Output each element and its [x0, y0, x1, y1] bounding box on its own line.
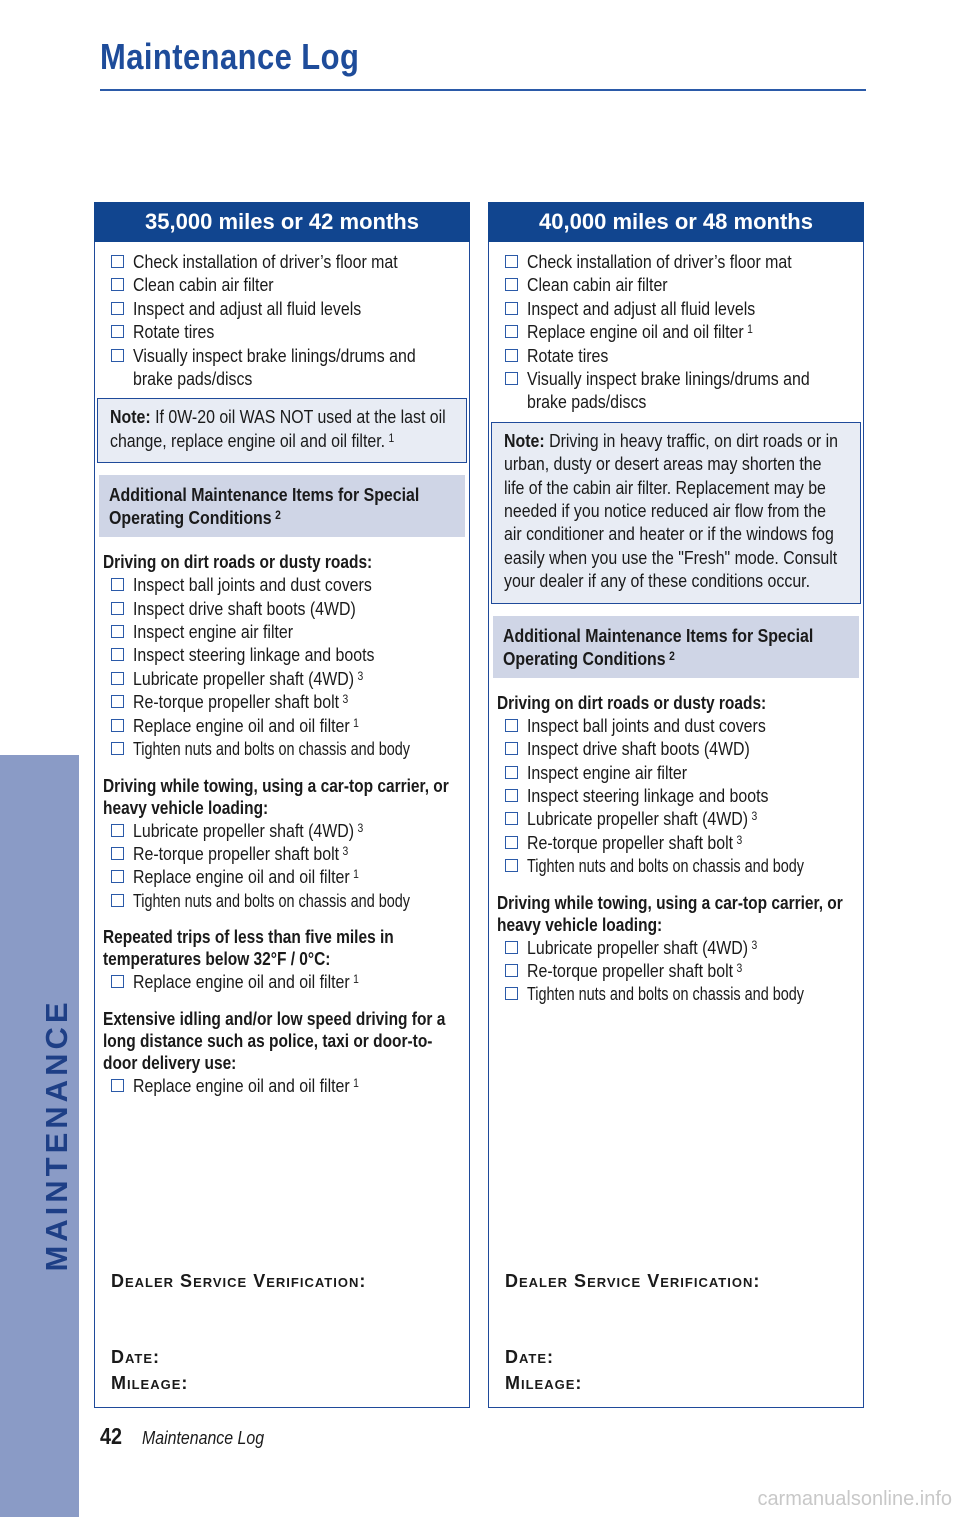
checklist-item: [497, 714, 855, 737]
item-text: Replace engine oil and oil filter: [133, 714, 350, 736]
checkbox[interactable]: [505, 836, 518, 849]
checklist-item-label: [133, 865, 359, 888]
dealer-mileage-text: Mileage:: [111, 1373, 189, 1393]
checklist-item-label: [133, 1074, 359, 1097]
checkbox[interactable]: [111, 302, 124, 315]
checkbox[interactable]: [505, 325, 518, 338]
item-text: Check installation of driver’s floor mat: [133, 251, 398, 272]
item-text: Replace engine oil and oil filter: [133, 971, 350, 993]
condition-heading: [103, 775, 461, 819]
checkbox[interactable]: [505, 987, 518, 1000]
item-text: Re-torque propeller shaft bolt: [133, 842, 340, 864]
checklist-item: [103, 865, 461, 888]
date-label: [111, 1347, 160, 1368]
footnote-ref: 2: [669, 648, 675, 663]
checklist-item-label: [527, 854, 804, 877]
footnote-ref: 2: [275, 508, 281, 523]
checklist-item-label: [133, 597, 356, 620]
checkbox[interactable]: [111, 719, 124, 732]
footnote-ref: 1: [388, 430, 395, 445]
checklist-item: [497, 784, 855, 807]
checkbox[interactable]: [111, 349, 124, 362]
checklist-item: [497, 982, 855, 1005]
checkbox[interactable]: [505, 766, 518, 779]
checklist-item: [103, 573, 461, 596]
checkbox[interactable]: [111, 847, 124, 860]
dealer-verification-text: Dealer Service Verification:: [111, 1271, 367, 1291]
condition-heading: [103, 926, 461, 970]
checklist-item-label: [133, 667, 363, 690]
checklist-item-label: [133, 297, 361, 320]
checkbox[interactable]: [505, 349, 518, 362]
checkbox[interactable]: [505, 372, 518, 385]
note-body: Driving in heavy traffic, on dirt roads or in urban, dusty or desert areas may shorten the life of the cabin air filter. Replacement may be needed if you notice reduced air flow from the air conditioner and heater or if the windows fog easily when you use the "Fresh" mode. Consult your dealer if any of these conditions occur.: [504, 429, 838, 592]
item-text: Inspect steering linkage and boots: [527, 784, 769, 806]
checklist-item: [103, 842, 461, 865]
checklist-item-label: [133, 690, 348, 713]
checklist-item-label: [527, 273, 668, 296]
checklist-item: [103, 344, 461, 367]
item-text: Inspect and adjust all fluid levels: [133, 297, 362, 319]
item-text: Visually inspect brake linings/drums and: [133, 344, 416, 366]
checkbox[interactable]: [505, 255, 518, 268]
checklist-item-label: [133, 889, 410, 912]
item-text: Visually inspect brake linings/drums and: [527, 368, 810, 390]
condition-heading-text: Driving while towing, using a car-top carrier, or heavy vehicle loading:: [103, 775, 449, 818]
checklist-item-label: [527, 344, 608, 367]
column-heading: 40,000 miles or 48 months: [488, 202, 864, 242]
checklist-item: [103, 690, 461, 713]
note-body: If 0W-20 oil WAS NOT used at the last oil change, replace engine oil and oil filter.: [110, 406, 446, 451]
checklist-item: [497, 737, 855, 760]
checkbox[interactable]: [111, 672, 124, 685]
footnote-ref: 3: [751, 937, 758, 952]
footnote-ref: 1: [353, 715, 359, 730]
checklist-item-label: [133, 320, 214, 343]
item-text: Re-torque propeller shaft bolt: [527, 831, 734, 853]
item-text: Tighten nuts and bolts on chassis and body: [133, 738, 411, 760]
checklist-item: [103, 889, 461, 912]
checklist-item-label: [527, 784, 768, 807]
checklist-item: [497, 936, 855, 959]
note-text: [110, 405, 450, 452]
condition-heading-text: Driving on dirt roads or dusty roads:: [497, 692, 767, 713]
checklist-item: [497, 367, 855, 390]
checklist-item-label: [133, 737, 410, 760]
checklist-item-label: [133, 620, 293, 643]
condition-heading-text: Driving while towing, using a car-top carrier, or heavy vehicle loading:: [497, 892, 843, 935]
checkbox[interactable]: [111, 325, 124, 338]
item-text: Lubricate propeller shaft (4WD): [527, 936, 749, 958]
checkbox[interactable]: [111, 824, 124, 837]
checklist-item: [497, 807, 855, 830]
footnote-ref: 3: [342, 692, 349, 707]
checklist-item-label: [527, 737, 750, 760]
note-label: Note:: [504, 429, 545, 451]
footnote-ref: 3: [357, 820, 364, 835]
item-text: Lubricate propeller shaft (4WD): [133, 667, 355, 689]
item-text: Re-torque propeller shaft bolt: [133, 691, 340, 713]
dealer-verification-text: Dealer Service Verification:: [505, 1271, 761, 1291]
checklist-item: [103, 1074, 461, 1097]
checklist-item-label: [133, 250, 398, 273]
dealer-date-text: Date:: [505, 1347, 555, 1367]
column-body: [489, 242, 863, 1006]
maintenance-column-35000: [94, 202, 470, 1408]
checkbox[interactable]: [111, 578, 124, 591]
checklist-item: [103, 819, 461, 842]
footnote-ref: 3: [736, 832, 743, 847]
dealer-verification-label: [505, 1271, 760, 1292]
special-conditions-title: [503, 624, 847, 670]
checklist-item-label: [133, 842, 348, 865]
dealer-verification-label: [111, 1271, 366, 1292]
checklist-item: [497, 320, 855, 343]
footer-label: Maintenance Log: [142, 1427, 265, 1448]
checklist-item-label: [527, 367, 810, 390]
special-title-text: Additional Maintenance Items for Special Operating Conditions: [503, 624, 814, 669]
condition-heading: [103, 551, 461, 573]
checkbox[interactable]: [505, 278, 518, 291]
checklist-item-label: [527, 831, 742, 854]
condition-heading-text: Driving on dirt roads or dusty roads:: [103, 552, 373, 573]
checklist-item: [497, 273, 855, 296]
item-text: Inspect and adjust all fluid levels: [527, 297, 756, 319]
item-text: Replace engine oil and oil filter: [133, 866, 350, 888]
checklist-item: [103, 273, 461, 296]
checklist-item: [103, 737, 461, 760]
item-text: Lubricate propeller shaft (4WD): [133, 819, 355, 841]
special-conditions-heading: [99, 475, 465, 537]
page-number: 42: [100, 1423, 123, 1449]
checklist-item-label: [527, 807, 757, 830]
checkbox[interactable]: [111, 602, 124, 615]
checkbox[interactable]: [111, 1079, 124, 1092]
item-text: Replace engine oil and oil filter: [133, 1074, 350, 1096]
checklist-item: [103, 714, 461, 737]
footnote-ref: 1: [353, 1075, 359, 1090]
checkbox[interactable]: [505, 812, 518, 825]
condition-heading: [497, 692, 855, 714]
condition-heading: [103, 1008, 461, 1074]
checklist-item: [103, 297, 461, 320]
checklist-item-label: [133, 344, 416, 367]
item-text: Rotate tires: [527, 344, 609, 366]
checklist-item: [497, 761, 855, 784]
checklist-item-continuation: [103, 367, 461, 390]
footnote-ref: 3: [357, 668, 364, 683]
checklist-item-label: [527, 936, 757, 959]
checkbox[interactable]: [505, 964, 518, 977]
checkbox[interactable]: [111, 255, 124, 268]
dealer-mileage-text: Mileage:: [505, 1373, 583, 1393]
footnote-ref: 1: [353, 867, 359, 882]
note-box: [491, 422, 861, 604]
checklist-item-label: [133, 273, 274, 296]
mileage-label: [111, 1373, 188, 1394]
checklist-item: [103, 643, 461, 666]
checklist-item: [103, 250, 461, 273]
item-text: Check installation of driver’s floor mat: [527, 251, 792, 272]
footnote-ref: 3: [736, 960, 743, 975]
item-text: Inspect drive shaft boots (4WD): [133, 597, 356, 619]
item-text: brake pads/discs: [527, 391, 647, 413]
footnote-ref: 1: [747, 322, 753, 337]
checklist-item: [103, 970, 461, 993]
checklist-item-label: [527, 959, 742, 982]
checklist-item: [103, 667, 461, 690]
special-title-text: Additional Maintenance Items for Special Operating Conditions: [109, 484, 420, 529]
checklist-item: [103, 620, 461, 643]
checkbox[interactable]: [111, 894, 124, 907]
side-tab-label: MAINTENANCE: [39, 998, 74, 1272]
item-text: Lubricate propeller shaft (4WD): [527, 808, 749, 830]
checkbox[interactable]: [111, 278, 124, 291]
page-title: Maintenance Log: [100, 36, 360, 77]
item-text: Rotate tires: [133, 321, 215, 343]
checkbox[interactable]: [505, 789, 518, 802]
item-text: Clean cabin air filter: [133, 274, 274, 296]
checklist-item-label: [133, 714, 359, 737]
column-body: [95, 242, 469, 1097]
checklist-item-label: [527, 714, 766, 737]
note-text: [504, 429, 844, 593]
checklist-item: [497, 831, 855, 854]
checkbox[interactable]: [505, 859, 518, 872]
checklist-item-label: [527, 250, 792, 273]
checklist-item: [497, 297, 855, 320]
checklist-item-label: [527, 297, 755, 320]
checkbox[interactable]: [111, 870, 124, 883]
footnote-ref: 1: [353, 972, 359, 987]
date-label: [505, 1347, 554, 1368]
condition-heading: [497, 892, 855, 936]
item-text: Re-torque propeller shaft bolt: [527, 959, 734, 981]
checklist-item: [103, 320, 461, 343]
checkbox[interactable]: [111, 975, 124, 988]
checklist-item: [497, 854, 855, 877]
mileage-label: [505, 1373, 582, 1394]
checkbox[interactable]: [505, 302, 518, 315]
checkbox[interactable]: [111, 625, 124, 638]
item-text: Inspect steering linkage and boots: [133, 644, 375, 666]
condition-heading-text: Repeated trips of less than five miles in temperatures below 32°F / 0°C:: [103, 927, 394, 970]
checkbox[interactable]: [505, 941, 518, 954]
item-text: brake pads/discs: [133, 368, 253, 390]
item-text: Tighten nuts and bolts on chassis and body: [133, 889, 411, 911]
checklist-item-label: [133, 970, 359, 993]
checklist-item-continuation: [497, 390, 855, 413]
dealer-date-text: Date:: [111, 1347, 161, 1367]
item-text: Inspect ball joints and dust covers: [133, 574, 372, 596]
checklist-item-label: [527, 982, 804, 1005]
checkbox[interactable]: [505, 742, 518, 755]
checklist-item-label: [527, 761, 687, 784]
checklist-item: [497, 959, 855, 982]
item-text: Tighten nuts and bolts on chassis and body: [527, 855, 805, 877]
column-heading: 35,000 miles or 42 months: [94, 202, 470, 242]
checklist-item: [497, 250, 855, 273]
checkbox[interactable]: [505, 719, 518, 732]
checkbox[interactable]: [111, 742, 124, 755]
checkbox[interactable]: [111, 695, 124, 708]
checkbox[interactable]: [111, 648, 124, 661]
condition-heading-text: Extensive idling and/or low speed driving for a long distance such as police, taxi or door-to-door delivery use:: [103, 1008, 446, 1073]
special-conditions-heading: [493, 616, 859, 678]
footnote-ref: 3: [342, 843, 349, 858]
checklist-item-label: [133, 643, 374, 666]
note-label: Note:: [110, 406, 151, 428]
note-box: [97, 398, 467, 463]
item-text: Replace engine oil and oil filter: [527, 321, 744, 343]
item-text: Inspect ball joints and dust covers: [527, 714, 766, 736]
item-text: Inspect engine air filter: [527, 761, 688, 783]
checklist-item-label: [133, 573, 372, 596]
item-text: Inspect drive shaft boots (4WD): [527, 738, 750, 760]
special-conditions-title: [109, 483, 453, 529]
checklist-item: [103, 597, 461, 620]
maintenance-column-40000: [488, 202, 864, 1408]
watermark: carmanualsonline.info: [757, 1488, 952, 1510]
item-text: Tighten nuts and bolts on chassis and body: [527, 983, 805, 1005]
title-divider: [100, 89, 866, 91]
item-text: Clean cabin air filter: [527, 274, 668, 296]
item-text: Inspect engine air filter: [133, 621, 294, 643]
checklist-item: [497, 344, 855, 367]
checklist-item-label: [133, 819, 363, 842]
footnote-ref: 3: [751, 809, 758, 824]
checklist-item-label: [527, 320, 753, 343]
